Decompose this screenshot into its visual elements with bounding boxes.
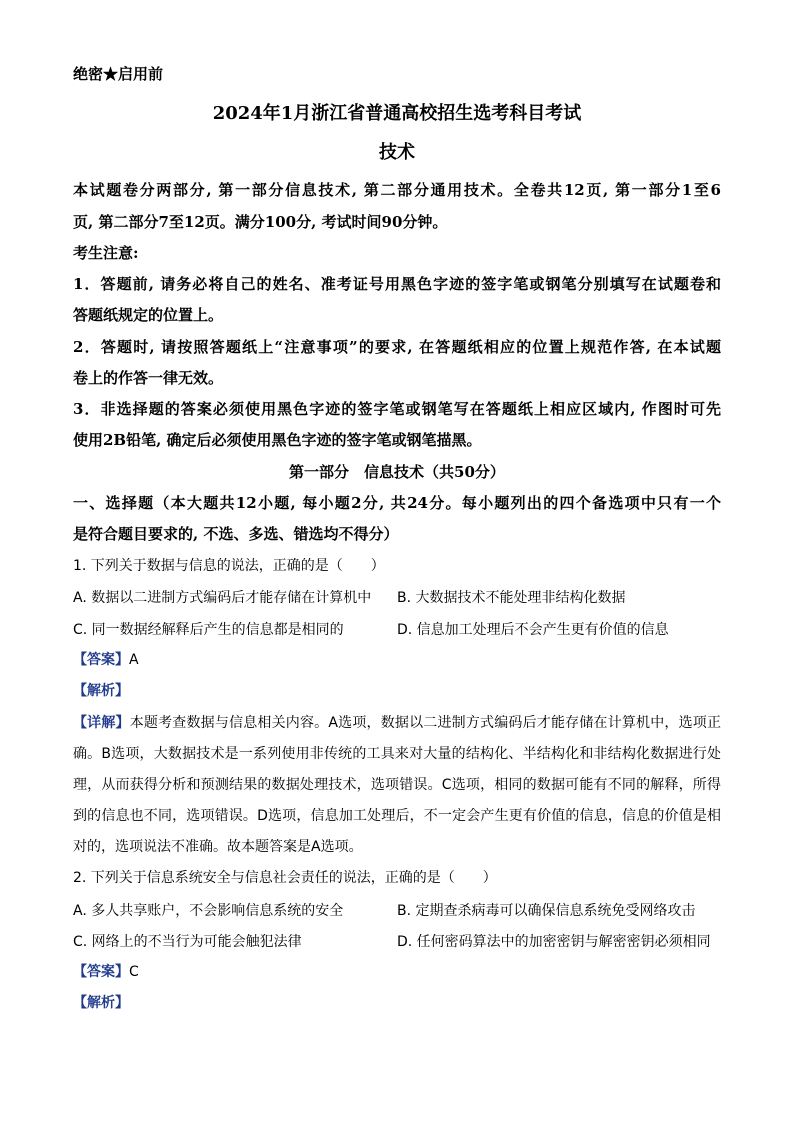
question-2-answer	[73, 962, 139, 982]
intro-line-2: 页, 第二部分7至12页。满分100分, 考试时间90分钟。	[73, 213, 448, 231]
question-2-option-c: C. 网络上的不当行为可能会触犯法律	[73, 934, 302, 950]
question-1-detail-line-3: 理，从而获得分析和预测结果的数据处理技术，选项错误。C选项，相同的数据可能有不同的解释，所得	[73, 777, 721, 793]
notice-1-line-2: 答题纸规定的位置上。	[73, 306, 224, 324]
question-1-option-c: C. 同一数据经解释后产生的信息都是相同的	[73, 622, 344, 638]
confidential-mark: 绝密★启用前	[73, 65, 164, 83]
notice-2-line-2: 卷上的作答一律无效。	[73, 369, 224, 387]
notice-1-line-1: 1．答题前, 请务必将自己的姓名、准考证号用黑色字迹的签字笔或钢笔分别填写在试题卷和	[73, 275, 721, 293]
question-2-stem: 2. 下列关于信息系统安全与信息社会责任的说法，正确的是（ ）	[73, 870, 497, 886]
question-1-answer	[73, 650, 139, 670]
detail-tag: 【详解】	[73, 715, 130, 731]
question-1-detail-line-2: 确。B选项，大数据技术是一系列使用非传统的工具来对大量的结构化、半结构化和非结构化数据进行处	[73, 746, 721, 762]
question-1-analysis	[73, 681, 129, 701]
question-1-stem: 1. 下列关于数据与信息的说法，正确的是（ ）	[73, 558, 385, 574]
question-2-option-b: B. 定期查杀病毒可以确保信息系统免受网络攻击	[397, 903, 696, 919]
question-1-detail-line-1	[73, 713, 721, 733]
analysis-tag: 【解析】	[73, 995, 129, 1011]
question-1-option-b: B. 大数据技术不能处理非结构化数据	[397, 590, 626, 606]
section-heading-line-2: 是符合题目要求的, 不选、多选、错选均不得分）	[73, 525, 399, 543]
notice-2-line-1: 2．答题时, 请按照答题纸上“注意事项”的要求, 在答题纸相应的位置上规范作答, 在本试题	[73, 338, 721, 356]
question-1-option-d: D. 信息加工处理后不会产生更有价值的信息	[397, 622, 669, 638]
section-heading-line-1: 一、选择题（本大题共12小题, 每小题2分, 共24分。每小题列出的四个备选项中只有一个	[73, 494, 721, 512]
exam-subject: 技术	[379, 142, 415, 163]
intro-line-1: 本试题卷分两部分, 第一部分信息技术, 第二部分通用技术。全卷共12页, 第一部分1至6	[73, 181, 721, 199]
question-2-analysis	[73, 993, 129, 1013]
detail-text: 本题考查数据与信息相关内容。A选项，数据以二进制方式编码后才能存储在计算机中，选项正	[129, 715, 721, 731]
answer-value: C	[129, 964, 139, 980]
answer-value: A	[129, 652, 139, 668]
question-1-option-a: A. 数据以二进制方式编码后才能存储在计算机中	[73, 590, 372, 606]
answer-tag: 【答案】	[73, 964, 129, 980]
question-2-option-d: D. 任何密码算法中的加密密钥与解密密钥必须相同	[397, 934, 711, 950]
part-heading: 第一部分 信息技术（共50分）	[289, 463, 505, 481]
notice-label: 考生注意:	[73, 244, 139, 262]
question-2-option-a: A. 多人共享账户，不会影响信息系统的安全	[73, 903, 344, 919]
exam-title: 2024年1月浙江省普通高校招生选考科目考试	[212, 103, 582, 124]
notice-3-line-1: 3．非选择题的答案必须使用黑色字迹的签字笔或钢笔写在答题纸上相应区域内, 作图时可先	[73, 400, 721, 418]
notice-3-line-2: 使用2B铅笔, 确定后必须使用黑色字迹的签字笔或钢笔描黑。	[73, 431, 482, 449]
question-1-detail-line-5: 对的，选项说法不准确。故本题答案是A选项。	[73, 839, 363, 855]
analysis-tag: 【解析】	[73, 683, 129, 699]
question-1-detail-line-4: 到的信息也不同，选项错误。D选项，信息加工处理后，不一定会产生更有价值的信息，信息的价值是相	[73, 808, 721, 824]
answer-tag: 【答案】	[73, 652, 129, 668]
